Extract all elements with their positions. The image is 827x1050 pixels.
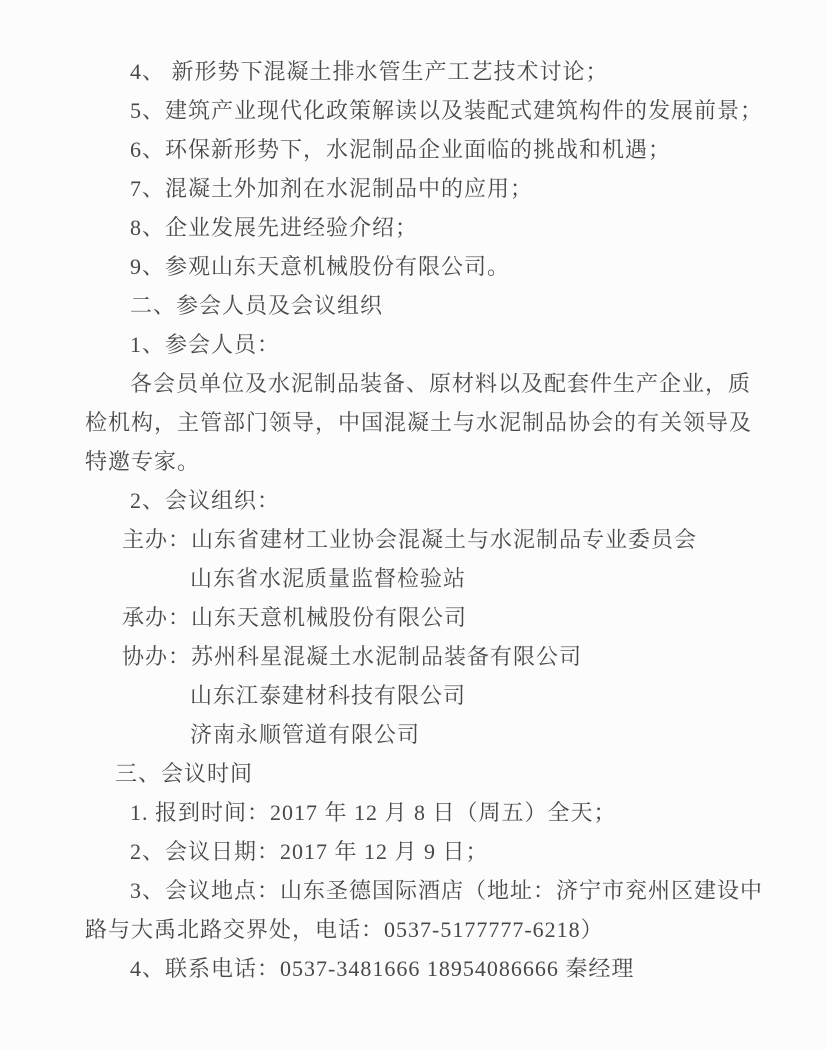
organizer-name: 山东省水泥质量监督检验站 — [190, 566, 467, 591]
meeting-time-item-contact: 4、联系电话：0537-3481666 18954086666 秦经理 — [130, 956, 635, 981]
participants-body-line: 特邀专家。 — [85, 449, 201, 474]
meeting-time-item-registration: 1. 报到时间：2017 年 12 月 8 日（周五）全天； — [130, 800, 617, 825]
participants-heading: 1、参会人员： — [130, 332, 281, 357]
organizer-coorganizer-line — [85, 637, 757, 676]
agenda-item-9: 9、参观山东天意机械股份有限公司。 — [130, 254, 511, 279]
organizer-name: 苏州科星混凝土水泥制品装备有限公司 — [191, 644, 583, 669]
agenda-item-5: 5、建筑产业现代化政策解读以及装配式建筑构件的发展前景； — [130, 98, 764, 123]
participants-body-line: 检机构，主管部门领导，中国混凝土与水泥制品协会的有关领导及 — [85, 410, 753, 435]
organizer-undertaker-line — [85, 598, 757, 637]
organizer-host-line — [85, 520, 757, 559]
meeting-time-item-venue-continued: 路与大禹北路交界处，电话：0537-5177777-6218） — [85, 917, 604, 942]
organizer-name: 济南永顺管道有限公司 — [190, 722, 421, 747]
organizer-role: 主办： — [122, 527, 192, 552]
document-content — [85, 52, 764, 988]
organizer-role: 承办： — [122, 605, 192, 630]
agenda-item-4: 4、 新形势下混凝土排水管生产工艺技术讨论； — [130, 59, 609, 84]
agenda-item-6: 6、环保新形势下，水泥制品企业面临的挑战和机遇； — [130, 137, 672, 162]
section-two-heading: 二、参会人员及会议组织 — [130, 293, 384, 318]
organizer-name: 山东江泰建材科技有限公司 — [190, 683, 467, 708]
organizer-role: 协办： — [122, 644, 192, 669]
organizer-coorganizer-line — [85, 676, 757, 715]
agenda-item-7: 7、混凝土外加剂在水泥制品中的应用； — [130, 176, 534, 201]
section-three-heading: 三、会议时间 — [115, 761, 254, 786]
meeting-time-item-date: 2、会议日期：2017 年 12 月 9 日； — [130, 839, 489, 864]
meeting-time-item-venue: 3、会议地点：山东圣德国际酒店（地址：济宁市兖州区建设中 — [130, 878, 764, 903]
organizer-host-line — [85, 559, 757, 598]
organizer-coorganizer-line — [85, 715, 757, 754]
organization-heading: 2、会议组织： — [130, 488, 281, 513]
agenda-item-8: 8、企业发展先进经验介绍； — [130, 215, 419, 240]
organizer-name: 山东省建材工业协会混凝土与水泥制品专业委员会 — [191, 527, 698, 552]
participants-body-line: 各会员单位及水泥制品装备、原材料以及配套件生产企业，质 — [130, 371, 752, 396]
organizer-name: 山东天意机械股份有限公司 — [191, 605, 468, 630]
